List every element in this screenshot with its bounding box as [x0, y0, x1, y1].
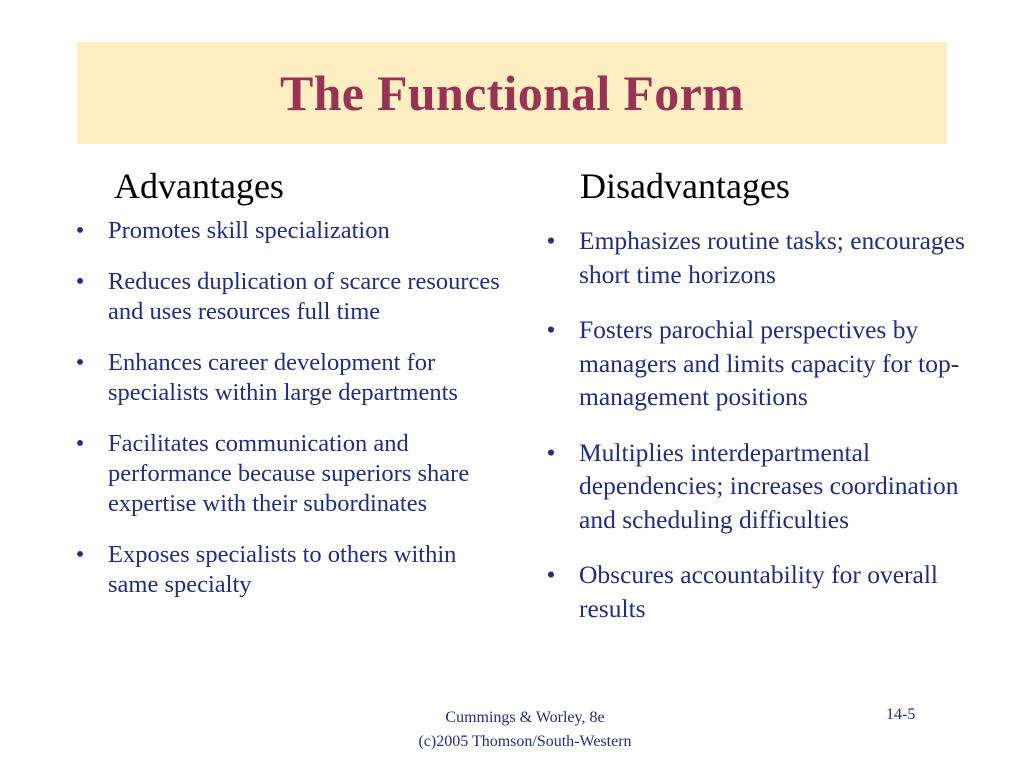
bullet-icon: •	[75, 430, 85, 457]
advantage-text: Promotes skill specialization	[108, 217, 390, 244]
disadvantage-text: Multiplies interdepartmental dependencies; increases coordination and scheduling difficulties	[579, 437, 959, 534]
advantage-text: Reduces duplication of scarce resources and uses resources full time	[108, 268, 500, 325]
list-item	[70, 429, 510, 519]
list-item	[70, 267, 510, 327]
list-item	[541, 436, 981, 537]
advantage-text: Facilitates communication and performance because superiors share expertise with their subordinates	[108, 430, 470, 517]
bullet-icon: •	[546, 226, 556, 255]
list-item	[541, 558, 981, 625]
list-item	[70, 540, 510, 600]
bullet-icon: •	[75, 541, 85, 568]
bullet-icon: •	[75, 268, 85, 295]
advantage-text: Exposes specialists to others within same specialty	[108, 541, 457, 598]
footer-line-2: (c)2005 Thomson/South-Western	[418, 733, 632, 750]
disadvantages-list	[541, 224, 981, 647]
bullet-icon: •	[546, 437, 556, 467]
list-item	[70, 216, 510, 246]
disadvantage-text: Fosters parochial perspectives by managers and limits capacity for top-management positions	[579, 315, 960, 411]
disadvantage-text: Obscures accountability for overall results	[579, 560, 938, 623]
footer-line-1: Cummings & Worley, 8e	[445, 709, 605, 726]
bullet-icon: •	[75, 349, 85, 376]
advantage-text: Enhances career development for specialists within large departments	[108, 349, 458, 406]
list-item	[541, 313, 981, 414]
bullet-icon: •	[546, 315, 556, 344]
advantages-list	[70, 216, 510, 621]
list-item	[70, 348, 510, 408]
list-item	[541, 224, 981, 291]
disadvantage-text: Emphasizes routine tasks; encourages short time horizons	[579, 226, 965, 289]
footer-credit	[400, 706, 650, 754]
slide-title: The Functional Form	[279, 65, 745, 121]
title-banner	[77, 42, 947, 144]
bullet-icon: •	[75, 217, 85, 244]
bullet-icon: •	[546, 560, 556, 589]
disadvantages-heading: Disadvantages	[580, 166, 790, 206]
page-number: 14-5	[886, 706, 916, 723]
advantages-heading: Advantages	[114, 166, 284, 206]
